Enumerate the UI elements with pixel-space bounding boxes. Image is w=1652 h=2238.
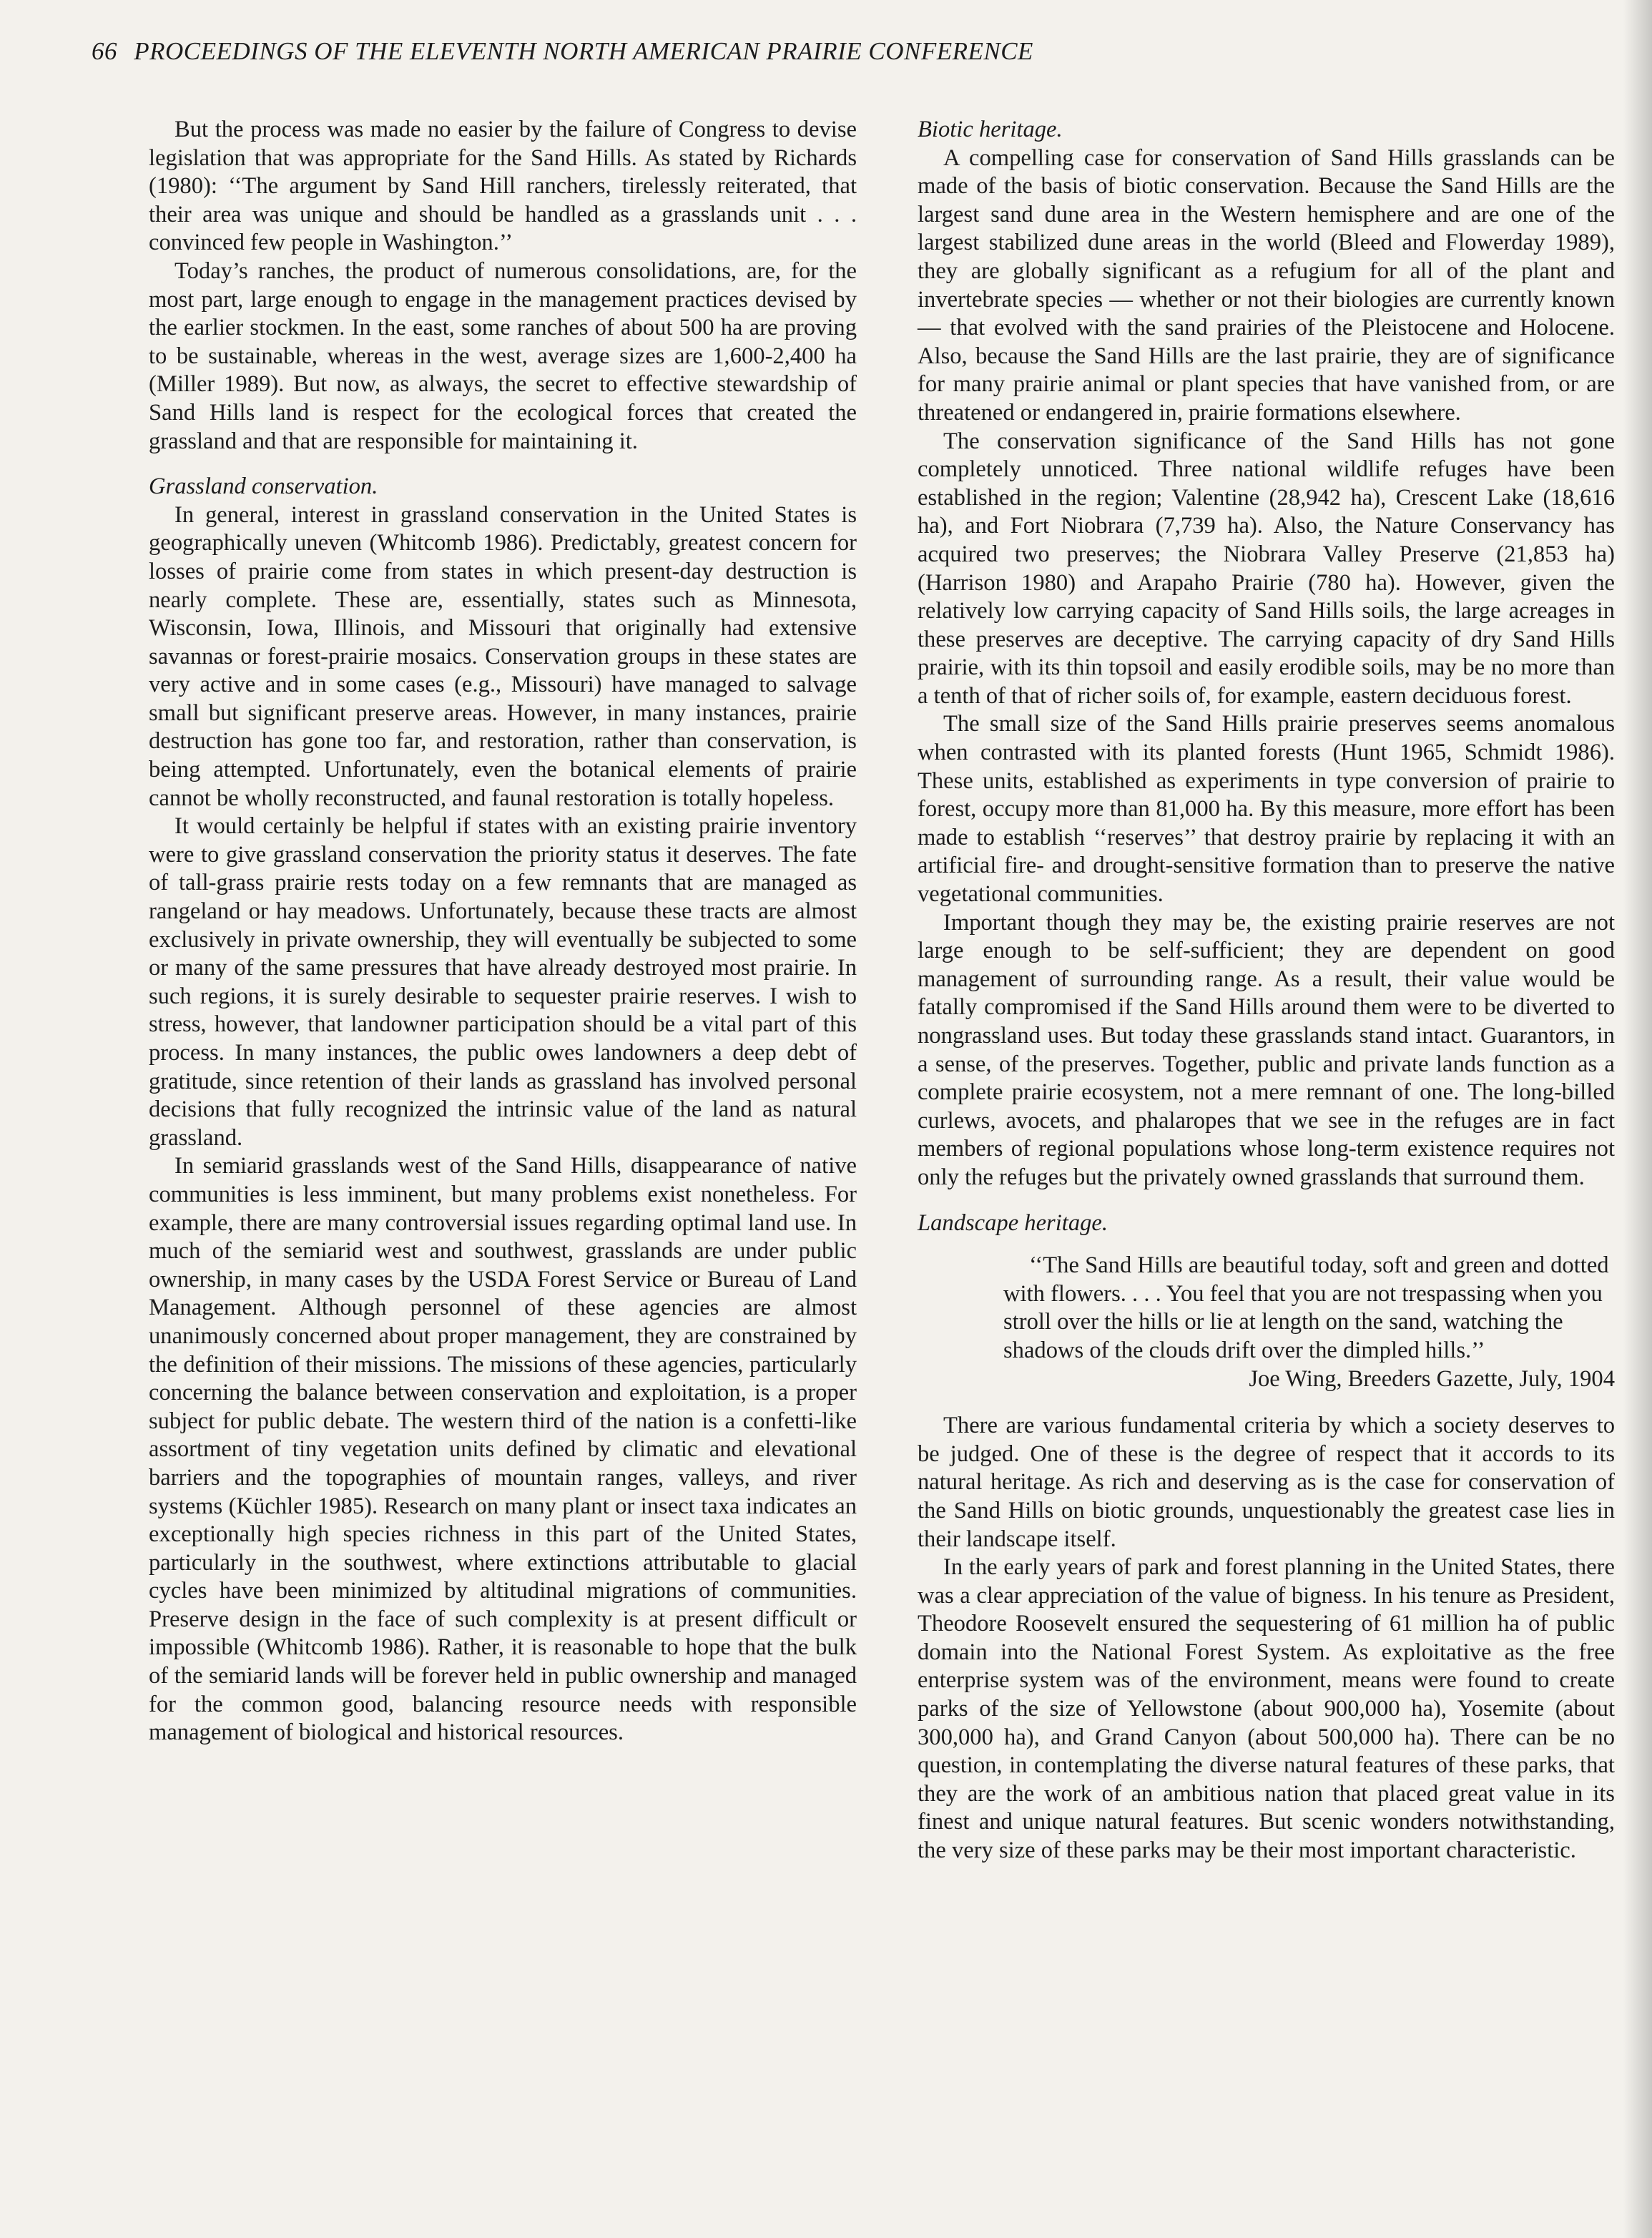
paragraph: The conservation significance of the Sand Hills has not gone completely unnoticed. Three national wildlife refuges have been established in the region; Valentine (28,942 ha), Crescent Lake (18,616 ha), and Fort Niobrara (7,739 ha). Also, the Nature Conservancy has acquired two preserves; the Niobrara Valley Preserve (21,853 ha) (Harrison 1980) and Arapaho Prairie (780 ha). However, given the relatively low carrying capacity of Sand Hills soils, the large acreages in these preserves are deceptive. The carrying capacity of dry Sand Hills prairie, with its thin topsoil and easily erodible soils, may be no more than a tenth of that of richer soils of, for example, eastern deciduous forest. xyxy=(918,428,1615,709)
epigraph xyxy=(1003,1252,1615,1393)
section-heading-landscape-heritage: Landscape heritage. xyxy=(918,1209,1108,1236)
section-heading-grassland-conservation: Grassland conservation. xyxy=(149,473,378,500)
right-column xyxy=(918,116,1615,1865)
paragraph: The small size of the Sand Hills prairie preserves seems anomalous when contrasted with its planted forests (Hunt 1965, Schmidt 1986). These units, established as experiments in type conversion of prairie to forest, occupy more than 81,000 ha. By this measure, more effort has been made to establish ‘‘reserves’’ that destroy prairie by replacing it with an artificial fire- and drought-sensitive formation than to preserve the native vegetational communities. xyxy=(918,711,1615,908)
page-edge-shadow xyxy=(1623,0,1652,2238)
paragraph: In the early years of park and forest planning in the United States, there was a clear appreciation of the value of bigness. In his tenure as President, Theodore Roosevelt ensured the sequestering of 61 million ha of public domain into the National Forest System. As exploitative as the free enterprise system was of the environment, means were found to create parks of the size of Yellowstone (about 900,000 ha), Yosemite (about 300,000 ha), and Grand Canyon (about 500,000 ha). There can be no question, in contemplating the diverse natural features of these parks, that they are the work of an ambitious nation that placed great value in its finest and unique natural features. But scenic wonders notwithstanding, the very size of these parks may be their most important characteristic. xyxy=(918,1554,1615,1864)
paragraph: There are various fundamental criteria by which a society deserves to be judged. One of these is the degree of respect that it accords to its natural heritage. As rich and deserving as is the case for conservation of the Sand Hills on biotic grounds, unquestionably the greatest case lies in their landscape itself. xyxy=(918,1413,1615,1552)
paragraph: Important though they may be, the existing prairie reserves are not large enough to be self-sufficient; they are dependent on good management of surrounding range. As a result, their value would be fatally compromised if the Sand Hills around them were to be diverted to nongrassland uses. But today these grasslands stand intact. Guarantors, in a sense, of the preserves. Together, public and private lands function as a complete prairie ecosystem, not a mere remnant of one. The long-billed curlews, avocets, and phalaropes that we see in the refuges are in fact members of regional populations whose long-term existence requires not only the refuges but the privately owned grasslands that surround them. xyxy=(918,909,1615,1190)
paragraph: Today’s ranches, the product of numerous consolidations, are, for the most part, large enough to engage in the management practices devised by the earlier stockmen. In the east, some ranches of about 500 ha are proving to be sustainable, whereas in the west, average sizes are 1,600-2,400 ha (Miller 1989). But now, as always, the secret to effective stewardship of Sand Hills land is respect for the ecological forces that created the grassland and that are responsible for maintaining it. xyxy=(149,257,857,454)
paragraph: But the process was made no easier by the failure of Congress to devise legislation that was appropriate for the Sand Hills. As stated by Richards (1980): ‘‘The argument by Sand Hill ranchers, tirelessly reiterated, that their area was unique and should be handled as a grasslands unit . . . convinced few people in Washington.’’ xyxy=(149,117,857,256)
paragraph: A compelling case for conservation of Sand Hills grasslands can be made of the basis of biotic conservation. Because the Sand Hills are the largest sand dune area in the Western hemisphere and are one of the largest stabilized dune areas in the world (Bleed and Flowerday 1989), they are globally significant as a refugium for all of the plant and invertebrate species — whether or not their biologies are currently known — that evolved with the sand prairies of the Pleistocene and Holocene. Also, because the Sand Hills are the last prairie, they are of significance for many prairie animal or plant species that have vanished from, or are threatened or endangered in, prairie formations elsewhere. xyxy=(918,144,1615,426)
epigraph-quote: ‘‘The Sand Hills are beautiful today, soft and green and dotted with flowers. . . . You feel that you are not trespassing when you stroll over the hills or lie at length on the sand, watching the shadows of the clouds drift over the dimpled hills.’’ xyxy=(1003,1252,1609,1363)
section-heading-biotic-heritage: Biotic heritage. xyxy=(918,117,1063,142)
paragraph: In general, interest in grassland conservation in the United States is geographically uneven (Whitcomb 1986). Predictably, greatest concern for losses of prairie come from states in which present-day destruction is nearly complete. These are, essentially, states such as Minnesota, Wisconsin, Iowa, Illinois, and Missouri that originally had extensive savannas or forest-prairie mosaics. Conservation groups in these states are very active and in some cases (e.g., Missouri) have managed to salvage small but significant preserve areas. However, in many instances, prairie destruction has gone too far, and restoration, rather than conservation, is being attempted. Unfortunately, even the botanical elements of prairie cannot be wholly reconstructed, and faunal restoration is totally hopeless. xyxy=(149,501,857,811)
epigraph-attribution: Joe Wing, Breeders Gazette, July, 1904 xyxy=(1249,1365,1615,1392)
running-title: PROCEEDINGS OF THE ELEVENTH NORTH AMERICAN PRAIRIE CONFERENCE xyxy=(134,37,1033,65)
page-number: 66 xyxy=(92,37,117,65)
paragraph: It would certainly be helpful if states with an existing prairie inventory were to give grassland conservation the priority status it deserves. The fate of tall-grass prairie rests today on a few remnants that are managed as rangeland or hay meadows. Unfortunately, because these tracts are almost exclusively in private ownership, they will eventually be subjected to some or many of the same pressures that have already destroyed most prairie. In such regions, it is surely desirable to sequester prairie reserves. I wish to stress, however, that landowner participation should be a vital part of this process. In many instances, the public owes landowners a deep debt of gratitude, since retention of their lands as grassland has involved personal decisions that fully recognized the intrinsic value of the land as natural grassland. xyxy=(149,813,857,1151)
page-header xyxy=(92,37,1033,66)
left-column xyxy=(149,116,857,1747)
paragraph: In semiarid grasslands west of the Sand Hills, disappearance of native communities is less imminent, but many problems exist nonetheless. For example, there are many controversial issues regarding optimal land use. In much of the semiarid west and southwest, grasslands are under public ownership, in many cases by the USDA Forest Service or Bureau of Land Management. Although personnel of these agencies are almost unanimously concerned about proper management, they are constrained by the definition of their missions. The missions of these agencies, particularly concerning the balance between conservation and exploitation, is a proper subject for public debate. The western third of the nation is a confetti-like assortment of tiny vegetation units defined by climatic and elevational barriers and the topographies of mountain ranges, valleys, and river systems (Küchler 1985). Research on many plant or insect taxa indicates an exceptionally high species richness in this part of the United States, particularly in the southwest, where extinctions attributable to glacial cycles have been minimized by altitudinal migrations of communities. Preserve design in the face of such complexity is at present difficult or impossible (Whitcomb 1986). Rather, it is reasonable to hope that the bulk of the semiarid lands will be forever held in public ownership and managed for the common good, balancing resource needs with responsible management of biological and historical resources. xyxy=(149,1153,857,1746)
